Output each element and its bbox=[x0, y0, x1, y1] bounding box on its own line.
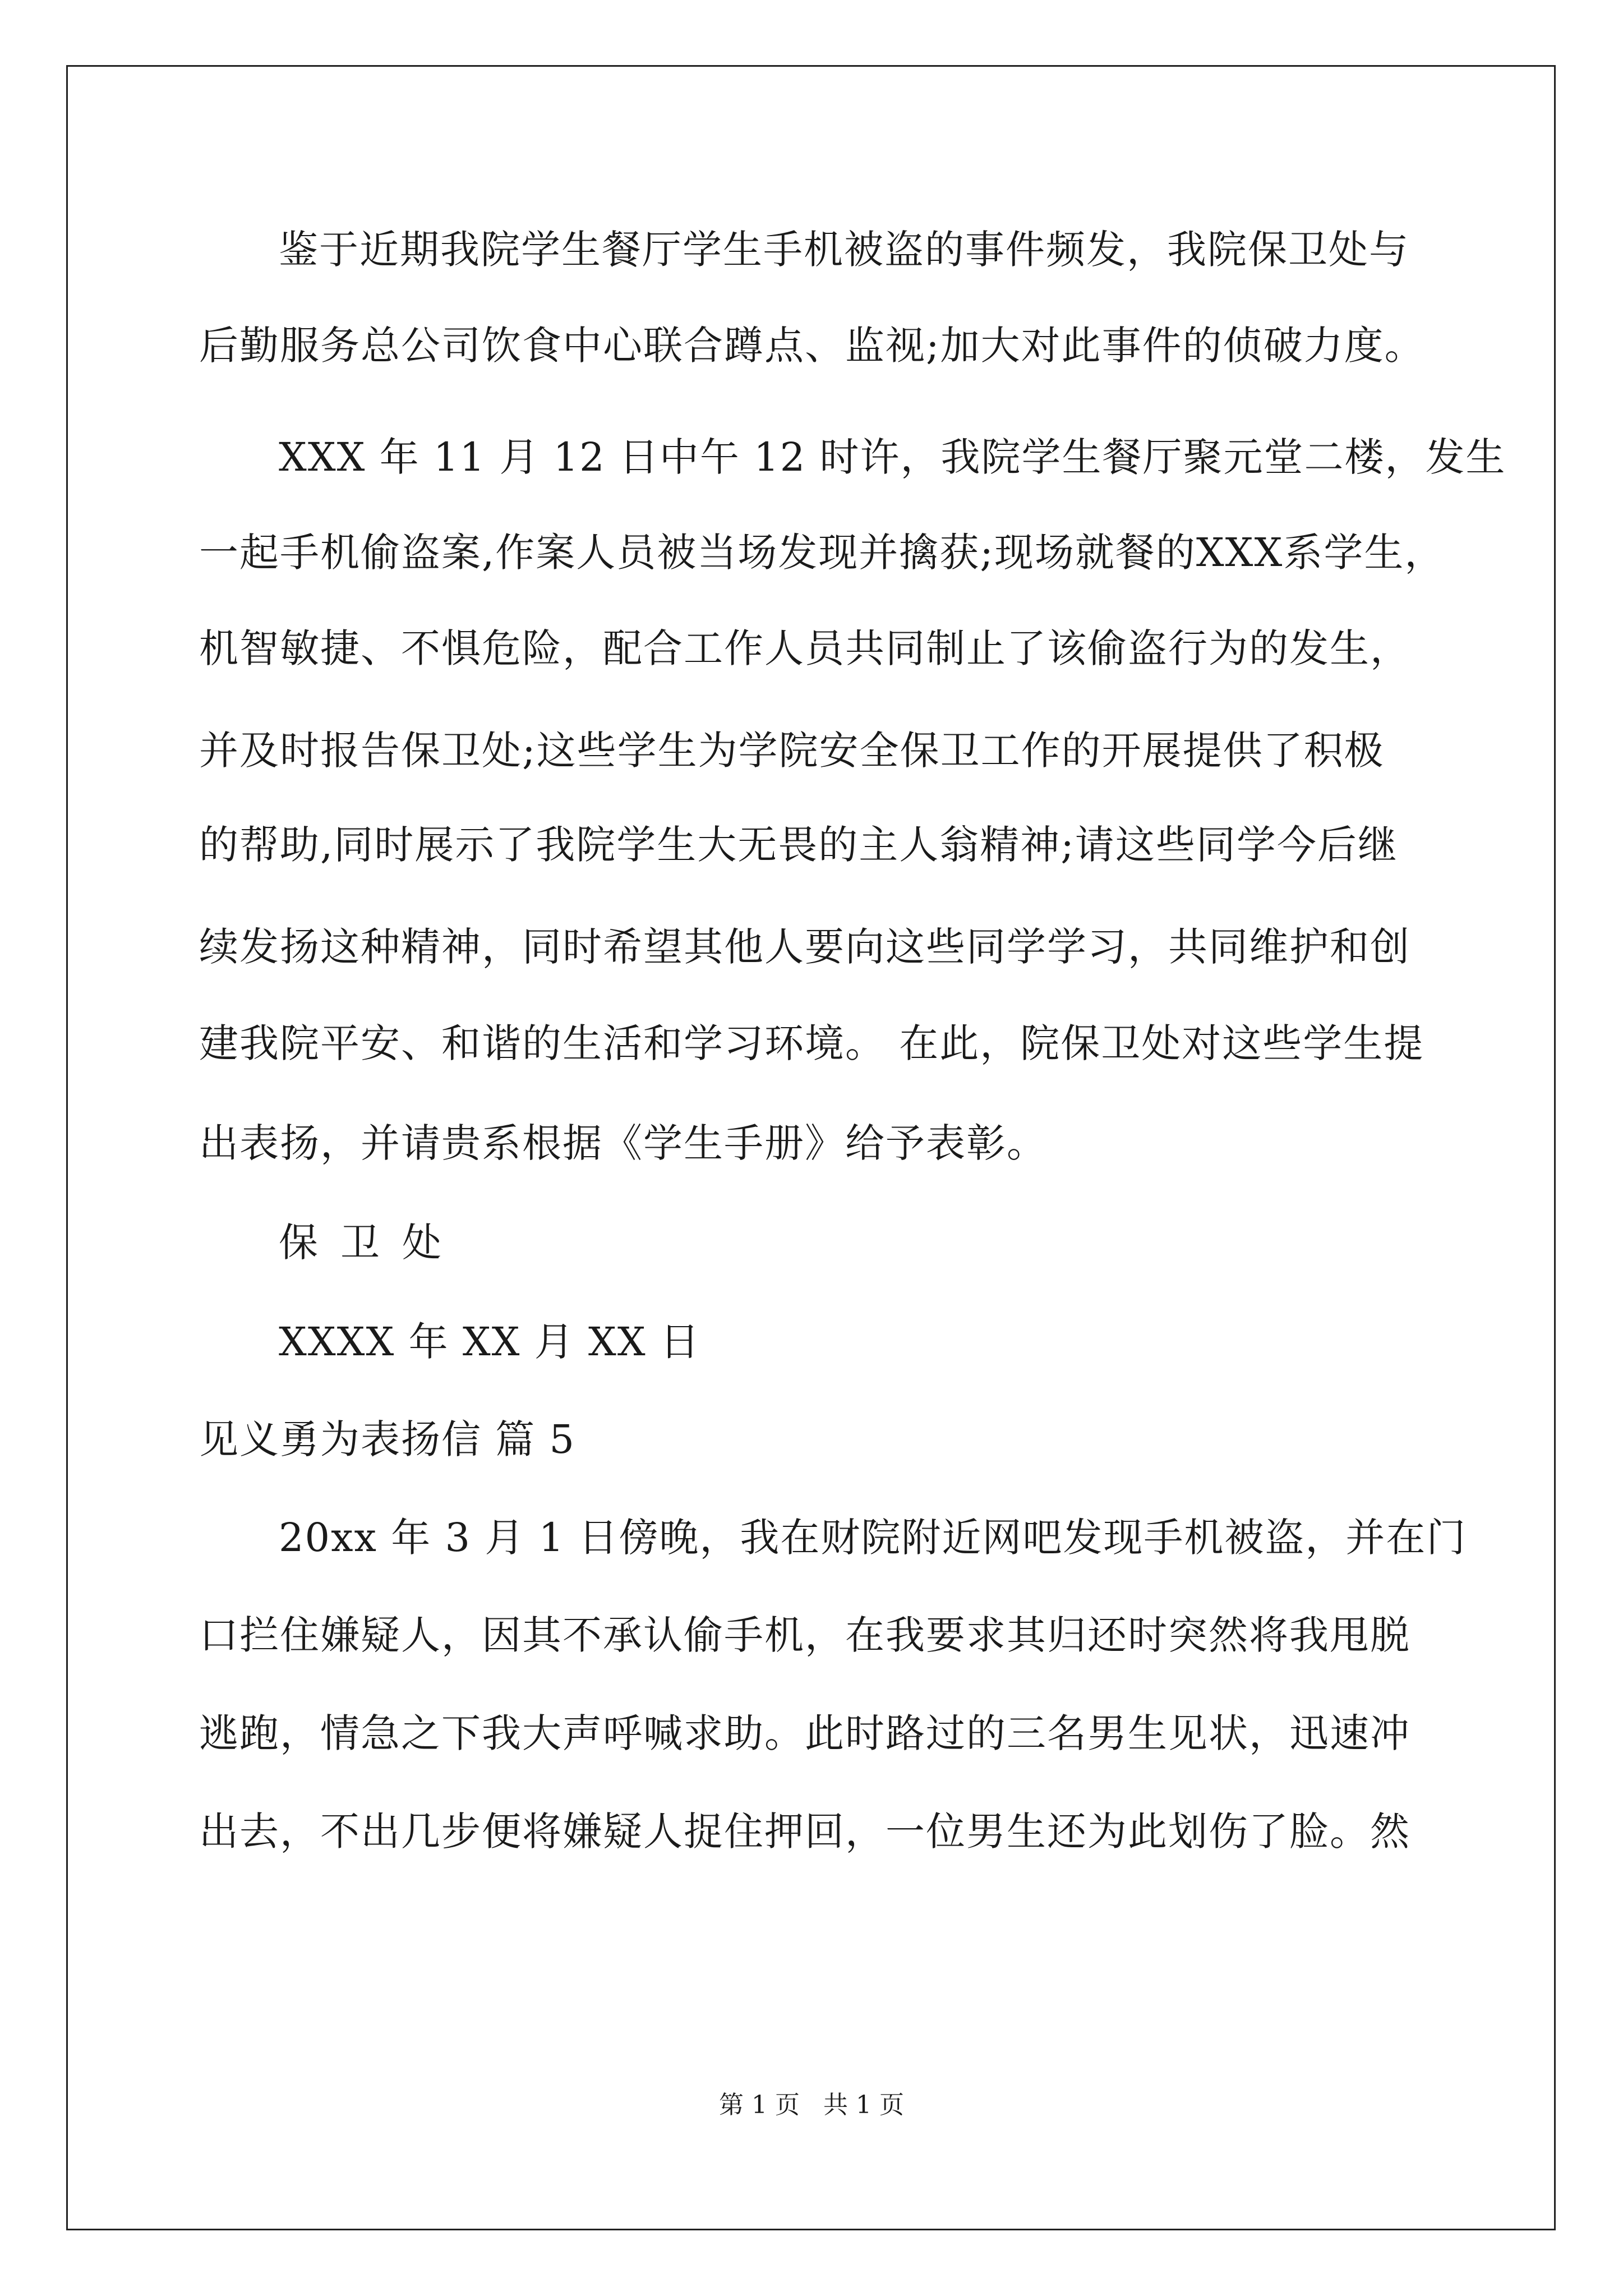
paragraph-line: 鉴于近期我院学生餐厅学生手机被盗的事件频发，我院保卫处与 bbox=[279, 227, 1409, 273]
paragraph-line: XXX 年 11 月 12 日中午 12 时许，我院学生餐厅聚元堂二楼，发生 bbox=[279, 434, 1506, 480]
paragraph-line: 后勤服务总公司饮食中心联合蹲点、监视;加大对此事件的侦破力度。 bbox=[199, 323, 1425, 369]
page-total: 共 1 页 bbox=[823, 2091, 904, 2119]
paragraph-line: 建我院平安、和谐的生活和学习环境。 在此，院保卫处对这些学生提 bbox=[199, 1020, 1424, 1066]
page-footer bbox=[0, 2090, 1623, 2121]
paragraph-line: 出去，不出几步便将嫌疑人捉住押回，一位男生还为此划伤了脸。然 bbox=[199, 1809, 1410, 1855]
paragraph-line: 口拦住嫌疑人，因其不承认偷手机，在我要求其归还时突然将我甩脱 bbox=[199, 1612, 1410, 1658]
signature-date: XXXX 年 XX 月 XX 日 bbox=[279, 1319, 700, 1365]
paragraph-line: 一起手机偷盗案,作案人员被当场发现并擒获;现场就餐的XXX系学生， bbox=[199, 530, 1445, 576]
paragraph-line: 机智敏捷、不惧危险，配合工作人员共同制止了该偷盗行为的发生， bbox=[199, 625, 1410, 671]
signature-department: 保卫处 bbox=[279, 1220, 464, 1266]
paragraph-line: 续发扬这种精神，同时希望其他人要向这些同学学习，共同维护和创 bbox=[199, 924, 1410, 970]
paragraph-line: 并及时报告保卫处;这些学生为学院安全保卫工作的开展提供了积极 bbox=[199, 728, 1385, 774]
paragraph-line: 出表扬，并请贵系根据《学生手册》给予表彰。 bbox=[199, 1120, 1047, 1166]
page-number: 第 1 页 bbox=[719, 2091, 800, 2119]
paragraph-line: 20xx 年 3 月 1 日傍晚，我在财院附近网吧发现手机被盗，并在门 bbox=[279, 1515, 1467, 1561]
section-heading: 见义勇为表扬信 篇 5 bbox=[199, 1416, 576, 1462]
paragraph-line: 的帮助,同时展示了我院学生大无畏的主人翁精神;请这些同学今后继 bbox=[199, 822, 1398, 868]
paragraph-line: 逃跑，情急之下我大声呼喊求助。此时路过的三名男生见状，迅速冲 bbox=[199, 1710, 1410, 1756]
